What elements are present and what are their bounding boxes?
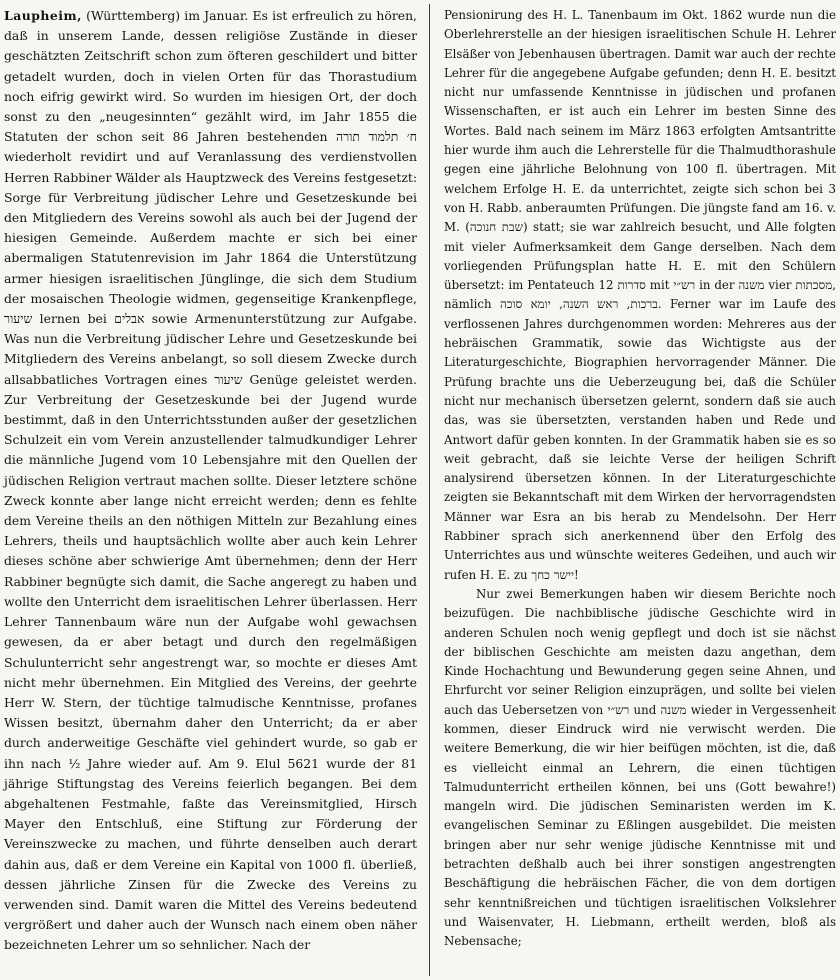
right-column bbox=[444, 6, 836, 952]
article-paragraph-remarks: Nur zwei Bemerkungen haben wir diesem Berichte noch beizufügen. Die nachbiblische jüdische Geschichte wird in anderen Schulen noch wenig gepflegt und doch ist sie nächst der biblischen Geschichte am meisten dazu angethan, dem Kinde Hochachtung und Bewunderung gegen seine Ahnen, und Ehrfurcht vor seiner Religion einzuprägen, und sollte bei vielen auch das Uebersetzen von רש״י und משנה wieder in Vergessenheit kommen, dieser Eindruck wird nie verwischt werden. Die weitere Bemerkung, die wir hier beifügen möchten, ist die, daß es vielleicht einmal an Lehrern, die einen tüchtigen Talmudunterricht ertheilen können, bei uns (Gott bewahre!) mangeln wird. Die jüdischen Seminaristen werden im K. evangelischen Seminar zu Eßlingen ausgebildet. Die meisten bringen aber nur sehr wenige jüdische Kenntnisse mit und betrachten deßhalb auch bei ihrer sonstigen angestrengten Beschäftigung die hebräischen Fächer, die von dem dortigen sehr kenntnißreichen und tüchtigen israelitischen Volkslehrer und Waisenvater, H. Liebmann, ertheilt werden, bloß als Nebensache; bbox=[444, 586, 837, 949]
article-paragraph-continued: Pensionirung des H. L. Tanenbaum im Okt. 1862 wurde nun die Oberlehrerstelle an der hiesigen israelitischen Schule H. Lehrer Elsäßer von Jebenhausen übertragen. Damit war auch der rechte Lehrer für die angegebene Aufgabe gefunden; denn H. E. besitzt nicht nur umfassende Kenntnisse in jüdischen und profanen Wissenschaften, er ist auch ein Lehrer im besten Sinne des Wortes. Bald nach seinem im März 1863 erfolgten Amtsantritte hier wurde ihm auch die Lehrerstelle für die Thalmudthorashule gegen eine jährliche Belohnung von 100 fl. übertragen. Mit welchem Erfolge H. E. da unterrichtet, zeigte sich schon bei 3 von H. Rabb. anberaumten Prüfungen. Die jüngste fand am 16. v. M. (שבת חנוכה) statt; sie war zahlreich besucht, und Alle folgten mit vieler Aufmerksamkeit dem Gange derselben. Nach dem vorliegenden Prüfungsplan hatte H. E. mit den Schülern übersetzt: im Pentateuch 12 סדרות mit רש״י in der משנה vier מסכתות, nämlich ברכות, ראש השנה, יומא סוכה. Ferner war im Laufe des verflossenen Jahres durchgenommen worden: Mehreres aus der hebräischen Grammatik, sowie das Wichtigste aus der Literaturgeschichte, Biographien hervorragender Männer. Die Prüfung brachte uns die Ueberzeugung bei, daß die Schüler nicht nur mechanisch übersetzen gelernt, sondern daß sie auch das, was sie übersetzten, verstanden haben und Rede und Antwort dafür geben konnten. In der Grammatik haben sie es so weit gebracht, daß sie leichte Verse der heiligen Schrift analysirend übersetzen können. In der Literaturgeschichte zeigten sie Bekanntschaft mit dem Wirken der hervorragendsten Männer war Esra an bis herab zu Mendelsohn. Der Herr Rabbiner sprach sich anerkennend über den Erfolg des Unterrichtes aus und wünschte weiteres Gedeihen, und auch wir rufen H. E. zu יישר כחך! bbox=[444, 8, 837, 582]
left-column bbox=[4, 6, 417, 956]
article-dateline: Laupheim, bbox=[4, 8, 82, 23]
column-divider bbox=[429, 4, 430, 976]
article-paragraph-1 bbox=[4, 6, 417, 956]
article-text-left: (Württemberg) im Januar. Es ist erfreulich zu hören, daß in unserem Lande, dessen religiöse Zustände in dieser geschätzten Zeitschrift schon zum öfteren geschildert und bitter getadelt wurden, doch in vielen Orten für das Thorastudium noch eifrig gewirkt wird. So wurden im hiesigen Ort, der doch sonst zu den „neugesinnten“ gezählt wird, im Jahr 1855 die Statuten der schon seit 86 Jahren bestehenden ח׳ תלמוד תורה wiederholt revidirt und auf Veranlassung des verdienstvollen Herren Rabbiner Wälder als Hauptzweck des Vereins festgesetzt: Sorge für Verbreitung jüdischer Lehre und Gesetzeskunde bei den Mitgliedern des Vereins sowohl als auch bei der Jugend der hiesigen Gemeinde. Außerdem machte er sich bei einer abermaligen Statutenrevision im Jahr 1864 die Unterstützung armer hiesigen israelitischen Jünglinge, die sich dem Studium der mosaischen Theologie widmen, gegenseitige Krankenpflege, שיעור lernen bei אבלים sowie Armenunterstützung zur Aufgabe. Was nun die Verbreitung jüdischer Lehre und Gesetzeskunde bei Mitgliedern des Vereins anbelangt, so soll diesem Zwecke durch allsabbatliches Vortragen eines שיעור Genüge geleistet werden. Zur Verbreitung der Gesetzeskunde bei der Jugend wurde bestimmt, daß in den Unterrichtsstunden außer der gesetzlichen Schulzeit ein vom Verein anzustellender talmudkundiger Lehrer die männliche Jugend vom 10 Lebensjahre mit den Quellen der jüdischen Religion vertraut machen sollte. Dieser letztere schöne Zweck konnte aber lange nicht erreicht werden; denn es fehlte dem Vereine theils an den nöthigen Mitteln zur Bezahlung eines Lehrers, theils und hauptsächlich wollte aber auch kein Lehrer dieses schöne aber schwierige Amt übernehmen; denn der Herr Rabbiner begnügte sich damit, die Sache angeregt zu haben und wollte den Unterricht dem israelitischen Lehrer überlassen. Herr Lehrer Tannenbaum wäre nun der Aufgabe wohl gewachsen gewesen, da er aber betagt und durch den regelmäßigen Schulunterricht sehr angestrengt war, so mochte er dieses Amt nicht mehr übernehmen. Ein Mitglied des Vereins, der geehrte Herr W. Stern, der tüchtige talmudische Kenntnisse, profanes Wissen besitzt, übernahm daher den Unterricht; da er aber durch anderweitige Geschäfte viel gehindert wurde, so gab er ihn nach ½ Jahre wieder auf. Am 9. Elul 5621 wurde der 81 jährige Stiftungstag des Vereins feierlich begangen. Bei dem abgehaltenen Festmahle, faßte das Vereinsmitglied, Hirsch Mayer den Entschluß, eine Stiftung zur Förderung der Vereinszwecke zu machen, und führte denselben auch derart dahin aus, daß er dem Vereine ein Kapital von 1000 fl. überließ, dessen jährliche Zinsen für die Zwecke des Vereins zu verwenden sind. Damit waren die Mittel des Vereins bedeutend vergrößert und daher auch der Wunsch nach einem oben näher bezeichneten Lehrer um so sehnlicher. Nach der bbox=[4, 8, 417, 953]
